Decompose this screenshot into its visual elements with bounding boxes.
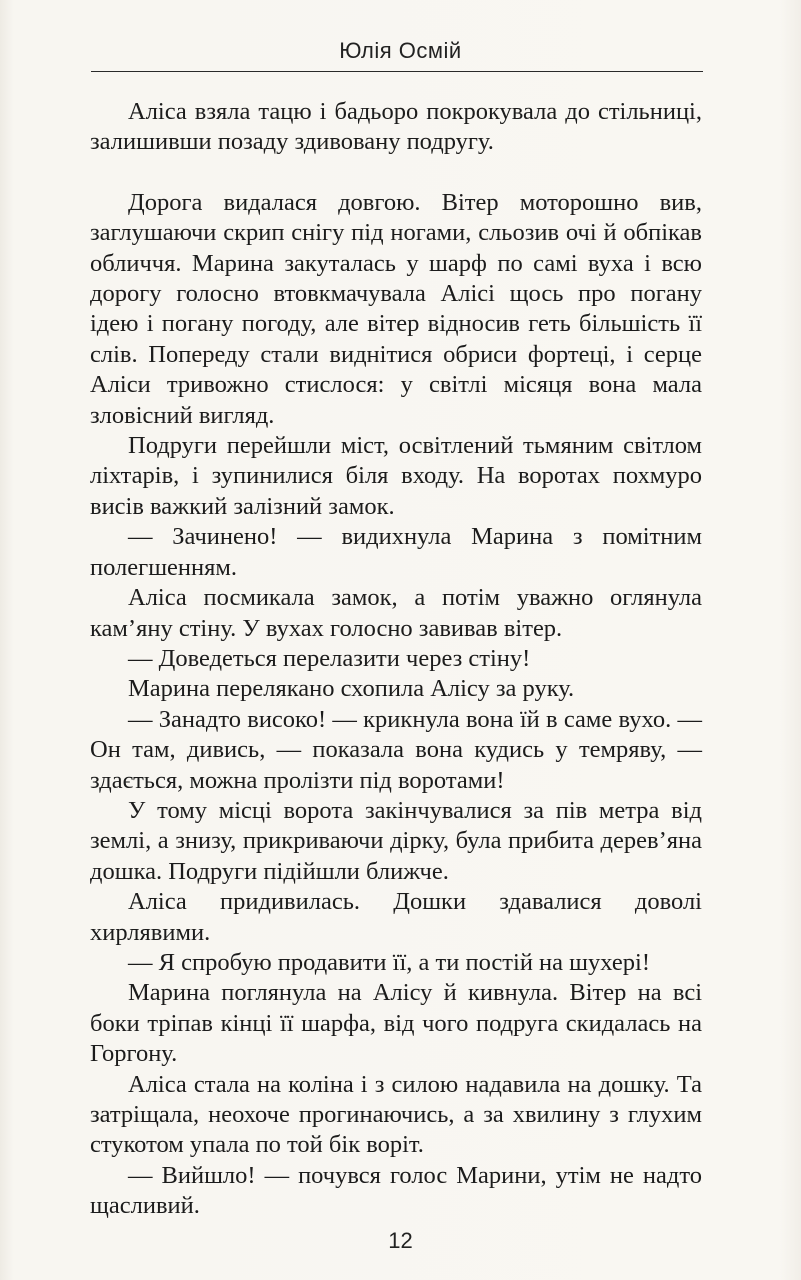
paragraph: — Вийшло! — почувся голос Марини, утім не надто щасливий. (90, 1161, 702, 1220)
running-head-author: Юлія Осмій (339, 38, 462, 63)
paragraph: Аліса стала на коліна і з силою надавила на дошку. Та затріщала, неохоче прогинаючись, а за хвилину з глухим стукотом упала по той бік воріт. (90, 1070, 702, 1159)
body-text (90, 97, 702, 1222)
paragraph: — Зачинено! — видихнула Марина з помітним полегшенням. (90, 523, 702, 581)
paragraph: Дорога видалася довгою. Вітер моторошно вив, заглушаючи скрип снігу під ногами, сльозив очі й обпікав обличчя. Марина закуталась у шарф по самі вуха і всю дорогу голосно втовкмачувала Алісі щось про погану ідею і погану погоду, але вітер відносив геть більшість її слів. Попереду стали виднітися обриси фортеці, і серце Аліси тривожно стислося: у світлі місяця вона мала зловісний вигляд. (90, 188, 702, 429)
paragraph: — Я спробую продавити її, а ти постій на шухері! (128, 948, 651, 976)
paragraph: Аліса придивилась. Дошки здавалися доволі хирлявими. (90, 888, 702, 946)
paragraph: Подруги перейшли міст, освітлений тьмяним світлом ліхтарів, і зупинилися біля входу. На воротах похмуро висів важкий залізний замок. (90, 432, 702, 520)
paragraph: Аліса взяла тацю і бадьоро покрокувала до стільниці, залишивши позаду здивовану подругу. (90, 98, 702, 156)
header-rule (91, 71, 703, 72)
paragraph: — Занадто високо! — крикнула вона їй в саме вухо. — Он там, дивись, — показала вона кудись у темряву, — здається, можна пролізти під воротами! (90, 705, 702, 794)
page-number: 12 (388, 1228, 413, 1253)
paragraph: Марина поглянула на Алісу й кивнула. Вітер на всі боки тріпав кінці її шарфа, від чого подруга скидалась на Горгону. (90, 979, 702, 1068)
paragraph: У тому місці ворота закінчувалися за пів метра від землі, а знизу, прикриваючи дірку, була прибита дерев’яна дошка. Подруги підійшли ближче. (90, 796, 702, 885)
paragraph: Марина перелякано схопила Алісу за руку. (128, 675, 575, 703)
paragraph: Аліса посмикала замок, а потім уважно оглянула кам’яну стіну. У вухах голосно завивав вітер. (90, 584, 702, 642)
paragraph: — Доведеться перелазити через стіну! (128, 644, 531, 672)
